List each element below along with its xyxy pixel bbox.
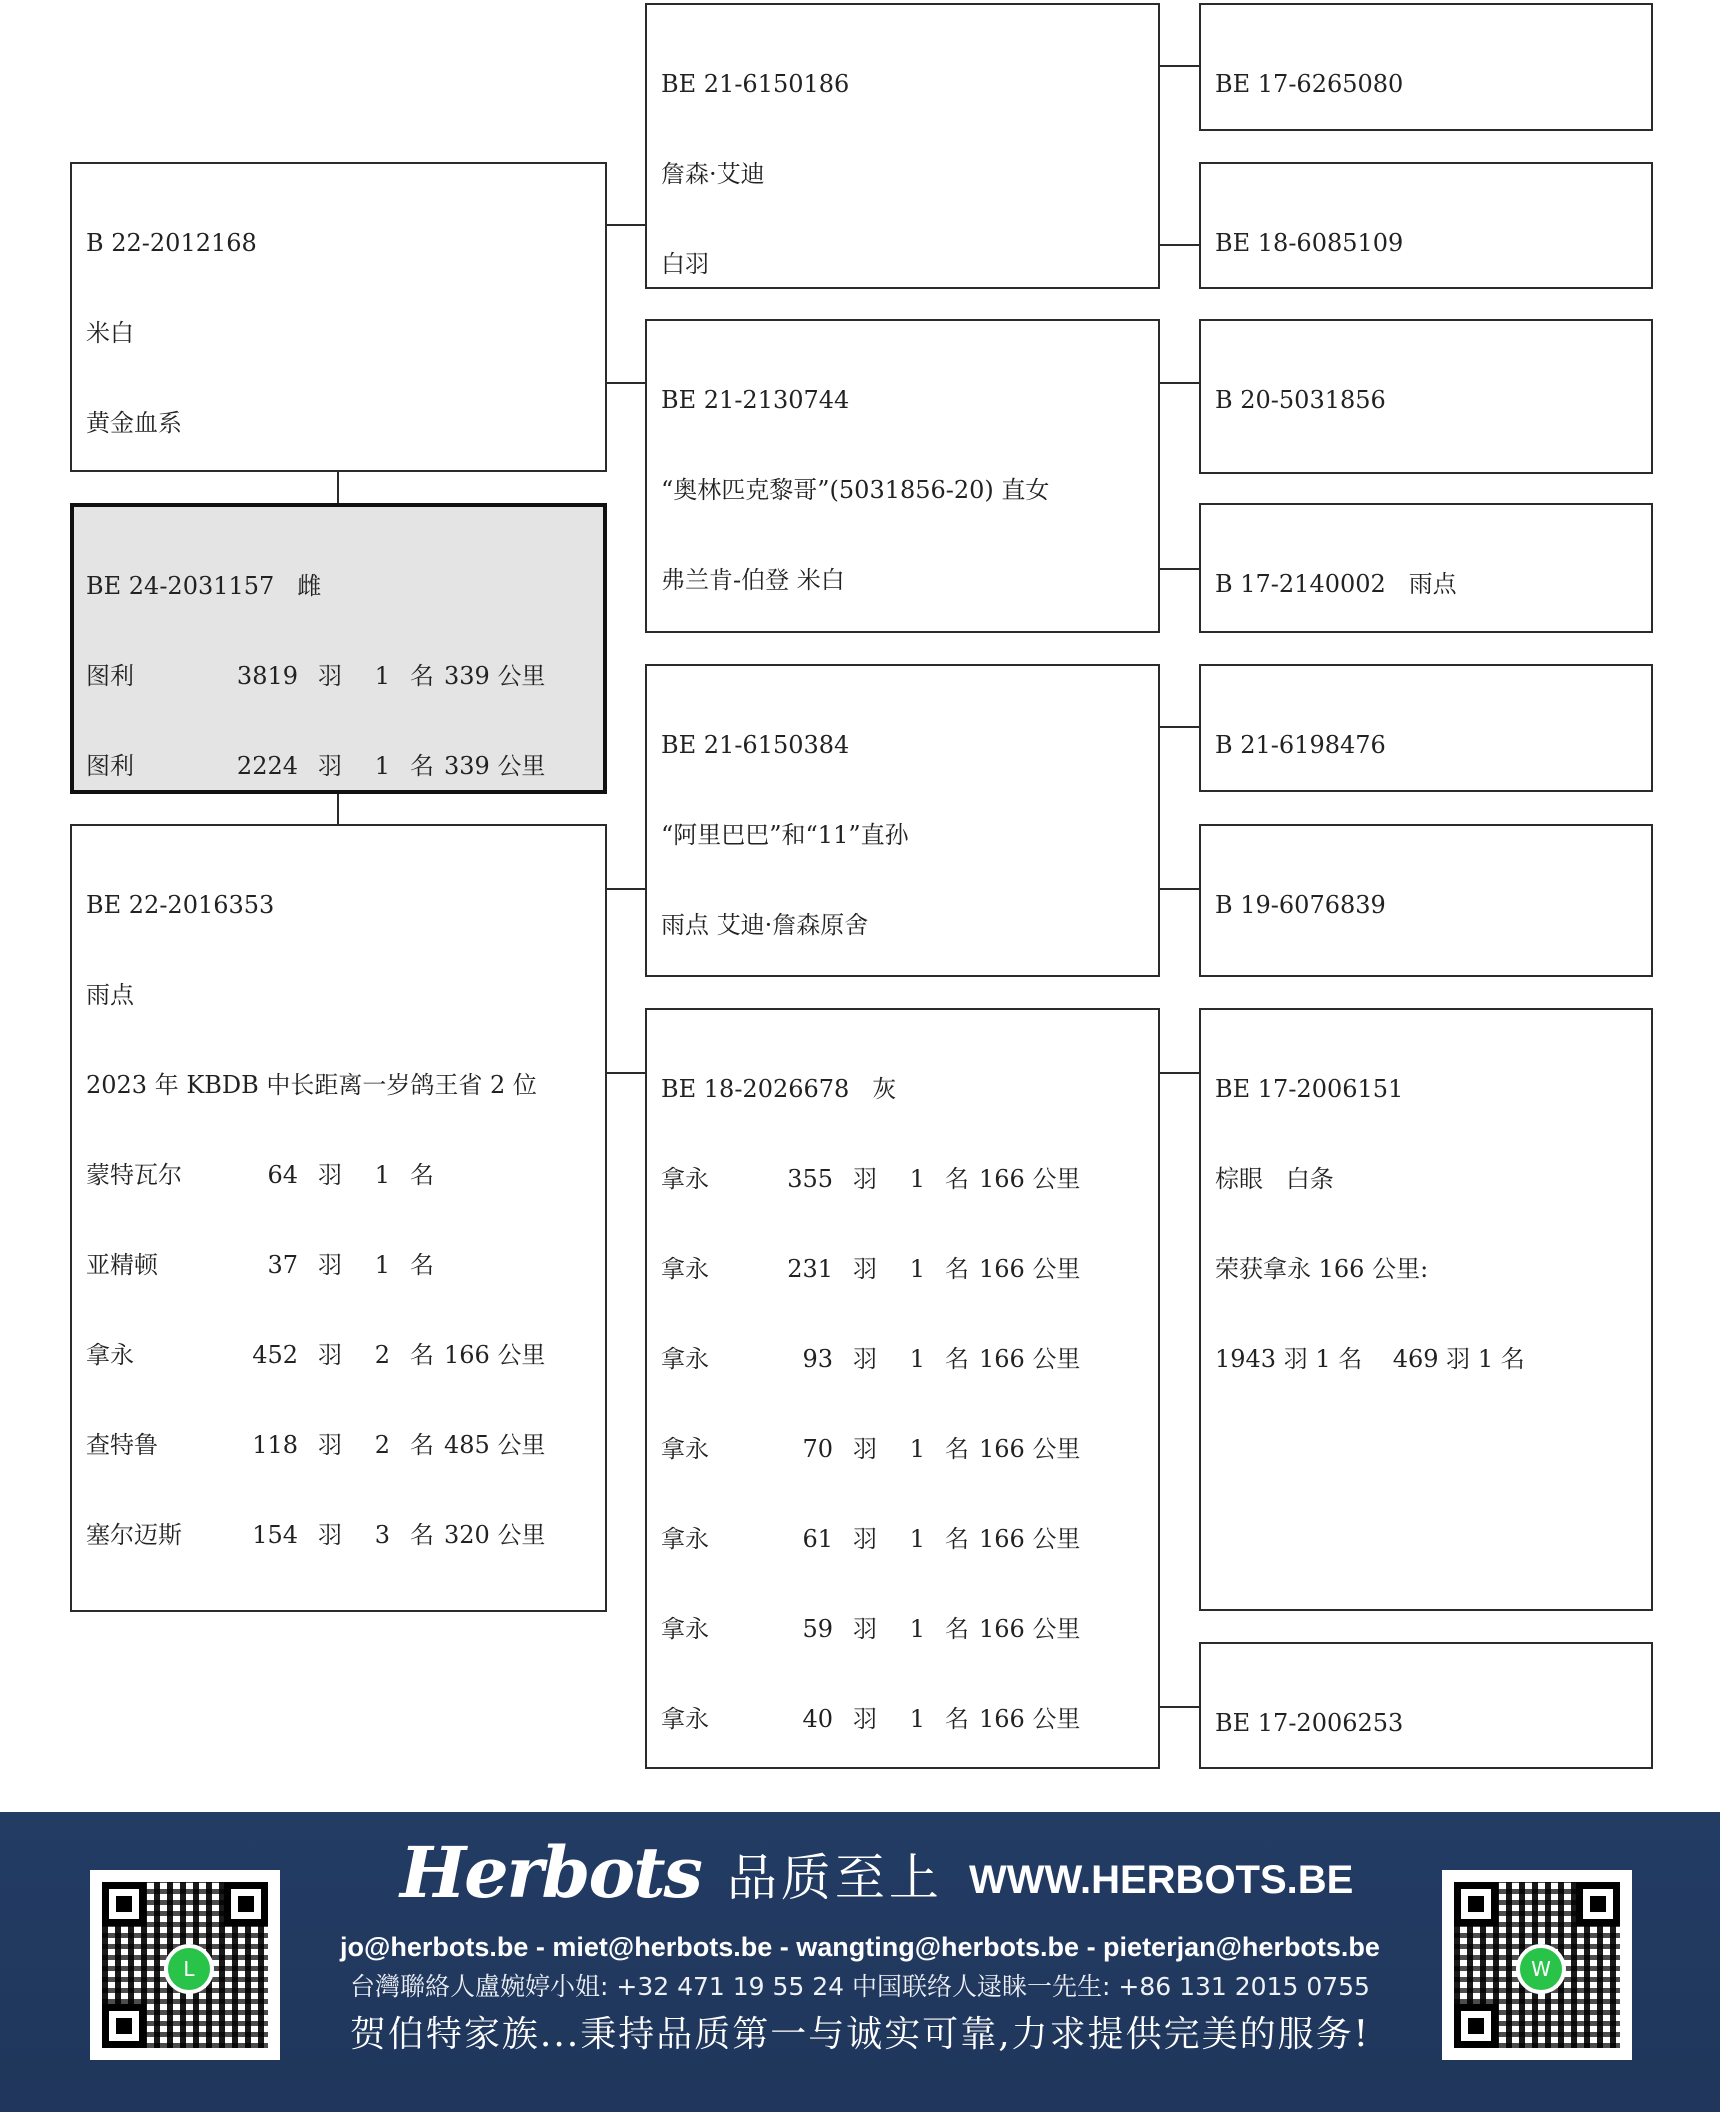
ring-number: BE 21-6150186: [661, 70, 850, 98]
ring-number: BE 21-6150384: [661, 731, 850, 759]
connector: [1158, 726, 1200, 728]
grandparent-card-2: [645, 319, 1160, 633]
connector: [337, 792, 339, 826]
wechat-icon: W: [1516, 1944, 1566, 1994]
sire-bloodline: 黄金血系: [86, 409, 182, 437]
result-row: 塞尔迈斯 154 羽 3 名 320 公里: [86, 1521, 546, 1549]
connector: [1158, 382, 1200, 384]
connector: [337, 470, 339, 505]
connector: [1158, 888, 1200, 890]
info-line: 詹森·艾迪: [661, 160, 765, 188]
info-line: 弗兰肯-伯登 米白: [661, 566, 845, 594]
great-grandparent-card-6: [1199, 824, 1653, 977]
great-grandparent-card-7: [1199, 1008, 1653, 1611]
great-grandparent-card-1: [1199, 3, 1653, 131]
subject-header: BE 24-2031157 雌: [86, 572, 322, 600]
ring-number: BE 17-6265080: [1215, 70, 1404, 98]
subject-card: [70, 503, 607, 794]
result-row: [86, 1610, 605, 1612]
dam-title: 2023 年 KBDB 中长距离一岁鸽王省 2 位: [86, 1071, 537, 1099]
line-qr-code[interactable]: [90, 1870, 280, 2060]
connector: [605, 888, 647, 890]
connector: [1158, 65, 1200, 67]
ring-number: BE 21-2130744: [661, 386, 850, 414]
ring-number: B 21-6198476: [1215, 731, 1386, 759]
result-row: 蒙特瓦尔 64 羽 1 名: [86, 1161, 434, 1189]
info-line: “奥林匹克黎哥”(5031856-20) 直女: [661, 476, 1050, 504]
dam-card: [70, 824, 607, 1612]
result-row: 图利 3819 羽 1 名 339 公里: [86, 662, 546, 690]
brand-slogan: 品质至上: [726, 1849, 943, 1907]
email-addresses[interactable]: jo@herbots.be - miet@herbots.be - wangting@herbots.be - pieterjan@herbots.be: [340, 1932, 1380, 1962]
info-line: 白羽: [661, 250, 709, 278]
connector: [605, 382, 647, 384]
ring-number: BE 18-2026678 灰: [661, 1075, 897, 1103]
info-line: 雨点 艾迪·詹森原舍: [661, 911, 869, 939]
info-line: 棕眼 白条: [1215, 1165, 1334, 1193]
dam-ring-number: BE 22-2016353: [86, 891, 275, 919]
ring-number: BE 17-2006253: [1215, 1709, 1404, 1737]
ring-number: B 19-6076839: [1215, 891, 1386, 919]
connector: [1158, 1706, 1200, 1708]
website-link[interactable]: WWW.HERBOTS.BE: [968, 1858, 1354, 1902]
brand-row: [400, 1830, 1360, 1914]
sire-ring-number: B 22-2012168: [86, 229, 257, 257]
grandparent-card-3: [645, 664, 1160, 977]
sire-color: 米白: [86, 319, 134, 347]
line-icon: L: [164, 1944, 214, 1994]
ring-number: B 17-2140002 雨点: [1215, 570, 1457, 598]
dam-color: 雨点: [86, 981, 134, 1009]
great-grandparent-card-5: [1199, 664, 1653, 792]
ring-number: BE 18-6085109: [1215, 229, 1404, 257]
grandparent-card-1: [645, 3, 1160, 289]
connector: [1158, 568, 1200, 570]
connector: [605, 1072, 647, 1074]
sire-card: [70, 162, 607, 472]
result-row: 拿永 40 羽 1 名 166 公里: [661, 1705, 1081, 1733]
great-grandparent-card-3: [1199, 319, 1653, 474]
ring-number: B 20-5031856: [1215, 386, 1386, 414]
wechat-qr-code[interactable]: [1442, 1870, 1632, 2060]
result-row: 亚精顿 37 羽 1 名: [86, 1251, 434, 1279]
footer-banner: [0, 1812, 1720, 2112]
result-row: 拿永 231 羽 1 名 166 公里: [661, 1255, 1081, 1283]
connector: [1158, 1072, 1200, 1074]
great-grandparent-card-2: [1199, 162, 1653, 289]
info-line: 1943 羽 1 名 469 羽 1 名: [1215, 1345, 1525, 1373]
contact-persons: 台灣聯絡人盧婉婷小姐: +32 471 19 55 24 中国联络人逯睐一先生: +86 131 2015 0755: [350, 1972, 1370, 2001]
great-grandparent-card-8: [1199, 1642, 1653, 1769]
result-row: 拿永 355 羽 1 名 166 公里: [661, 1165, 1081, 1193]
result-row: 拿永 59 羽 1 名 166 公里: [661, 1615, 1081, 1643]
herbots-logo: Herbots: [400, 1831, 701, 1914]
ring-number: BE 17-2006151: [1215, 1075, 1404, 1103]
company-motto: 贺伯特家族...秉持品质第一与诚实可靠,力求提供完美的服务!: [349, 2014, 1371, 2055]
result-row: 查特鲁 118 羽 2 名 485 公里: [86, 1431, 546, 1459]
info-line: 荣获拿永 166 公里:: [1215, 1255, 1429, 1283]
result-row: 拿永 61 羽 1 名 166 公里: [661, 1525, 1081, 1553]
result-row: 拿永 70 羽 1 名 166 公里: [661, 1435, 1081, 1463]
great-grandparent-card-4: [1199, 503, 1653, 633]
result-row: 拿永 93 羽 1 名 166 公里: [661, 1345, 1081, 1373]
connector: [605, 224, 647, 226]
info-line: “阿里巴巴”和“11”直孙: [661, 821, 909, 849]
result-row: 图利 2224 羽 1 名 339 公里: [86, 752, 546, 780]
connector: [1158, 244, 1200, 246]
grandparent-card-4: [645, 1008, 1160, 1769]
result-row: 拿永 452 羽 2 名 166 公里: [86, 1341, 546, 1369]
